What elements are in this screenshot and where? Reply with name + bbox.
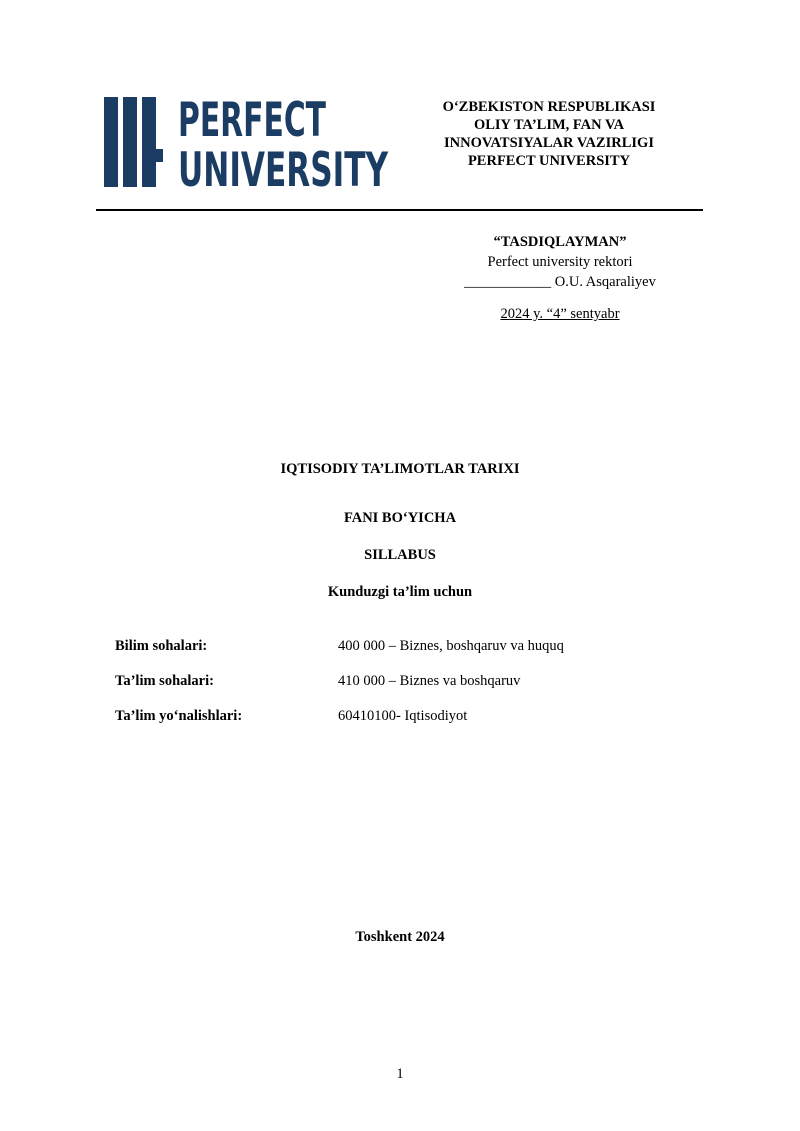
field-value: 60410100- Iqtisodiyot (338, 708, 468, 724)
field-label: Ta’lim sohalari: (115, 673, 214, 689)
field-row (115, 673, 675, 708)
approval-title: “TASDIQLAYMAN” (493, 234, 627, 250)
subject-subtitle: FANI BO‘YICHA (343, 510, 457, 526)
logo-text-line1: PERFECT (178, 93, 326, 148)
ministry-header (420, 98, 678, 170)
field-value: 410 000 – Biznes va boshqaruv (338, 673, 521, 689)
ministry-line: OLIY TA’LIM, FAN VA (473, 117, 625, 133)
field-row (115, 638, 675, 673)
ministry-line: PERFECT UNIVERSITY (467, 153, 631, 169)
field-row (115, 708, 675, 743)
university-logo (104, 92, 390, 198)
ministry-line: O‘ZBEKISTON RESPUBLIKASI (442, 99, 656, 115)
field-label: Ta’lim yo‘nalishlari: (115, 708, 243, 724)
approval-signature: ____________ O.U. Asqaraliyev (464, 274, 656, 290)
approval-block (440, 232, 680, 324)
logo-text-line2: UNIVERSITY (178, 143, 389, 198)
header-divider (96, 209, 703, 211)
study-mode: Kunduzgi ta’lim uchun (327, 584, 473, 600)
fields-table (115, 638, 675, 743)
approval-date: 2024 y. “4” sentyabr (500, 306, 620, 322)
field-value: 400 000 – Biznes, boshqaruv va huquq (338, 638, 564, 654)
subject-title: IQTISODIY TA’LIMOTLAR TARIXI (280, 461, 520, 477)
document-type: SILLABUS (364, 547, 436, 563)
ministry-line: INNOVATSIYALAR VAZIRLIGI (444, 135, 654, 151)
city-year: Toshkent 2024 (355, 929, 445, 945)
logo-mark (104, 92, 390, 198)
approval-position: Perfect university rektori (487, 254, 633, 270)
page-number: 1 (396, 1066, 404, 1082)
field-label: Bilim sohalari: (115, 638, 208, 654)
